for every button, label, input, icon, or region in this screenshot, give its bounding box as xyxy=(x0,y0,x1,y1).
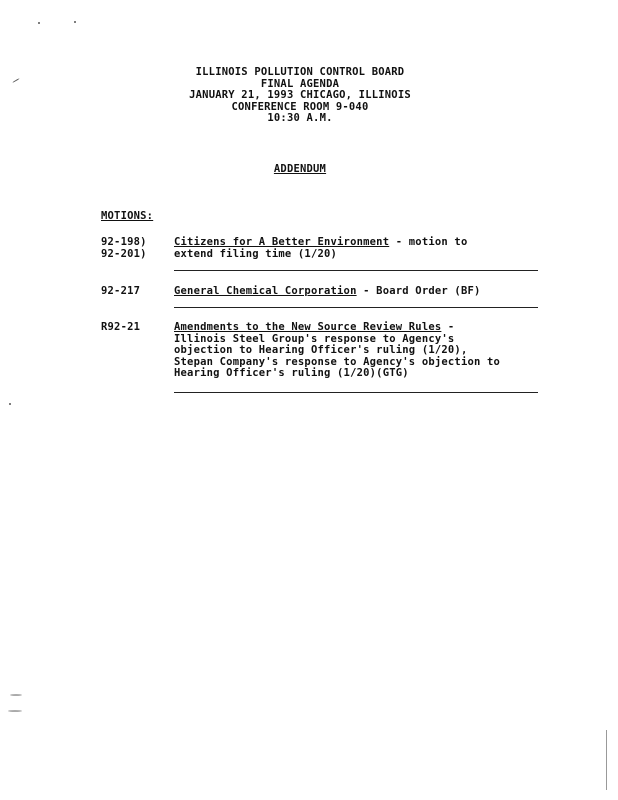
motions-section-title: MOTIONS: xyxy=(101,210,154,222)
entry-line: extend filing time (1/20) xyxy=(174,247,338,260)
board-name: ILLINOIS POLLUTION CONTROL BOARD xyxy=(195,66,405,78)
agenda-header xyxy=(150,67,450,125)
scan-speck xyxy=(74,21,76,23)
case-title: Amendments to the New Source Review Rules xyxy=(174,321,442,333)
case-title: General Chemical Corporation xyxy=(174,285,357,297)
scan-speck xyxy=(9,403,11,405)
addendum-heading: ADDENDUM xyxy=(273,163,327,175)
agenda-type: FINAL AGENDA xyxy=(260,77,340,90)
entry-description xyxy=(174,286,544,298)
entry-line: Illinois Steel Group's response to Agency's xyxy=(174,332,455,345)
docket-number xyxy=(101,237,173,260)
docket-number xyxy=(101,322,173,334)
docket-number xyxy=(101,286,173,298)
scan-speck xyxy=(8,710,22,712)
entry-first-line xyxy=(174,286,544,298)
entry-line: Stepan Company's response to Agency's objection to xyxy=(174,355,501,368)
docket-line: 92-201) xyxy=(101,247,147,260)
entry-action: - xyxy=(441,321,455,333)
docket-line: R92-21 xyxy=(101,321,141,333)
entry-divider xyxy=(174,307,538,308)
entry-line: objection to Hearing Officer's ruling (1/20), xyxy=(174,344,468,356)
meeting-room: CONFERENCE ROOM 9-040 xyxy=(231,100,369,113)
entry-action: - motion to xyxy=(389,236,468,248)
scan-speck xyxy=(38,22,40,24)
docket-line: 92-198) xyxy=(101,236,147,248)
docket-line: 92-217 xyxy=(101,285,141,297)
entry-first-line xyxy=(174,322,544,334)
entry-divider xyxy=(174,392,538,393)
meeting-date-location: JANUARY 21, 1993 CHICAGO, ILLINOIS xyxy=(189,89,411,101)
scan-speck xyxy=(12,78,19,83)
case-title: Citizens for A Better Environment xyxy=(174,236,390,248)
entry-first-line xyxy=(174,237,544,249)
meeting-time: 10:30 A.M. xyxy=(267,112,333,124)
entry-description xyxy=(174,322,544,380)
scan-speck xyxy=(10,694,22,696)
entry-description xyxy=(174,237,544,260)
entry-action: - Board Order (BF) xyxy=(356,285,481,297)
entry-line: Hearing Officer's ruling (1/20)(GTG) xyxy=(174,367,409,379)
scan-edge-line xyxy=(606,730,607,790)
entry-divider xyxy=(174,270,538,271)
